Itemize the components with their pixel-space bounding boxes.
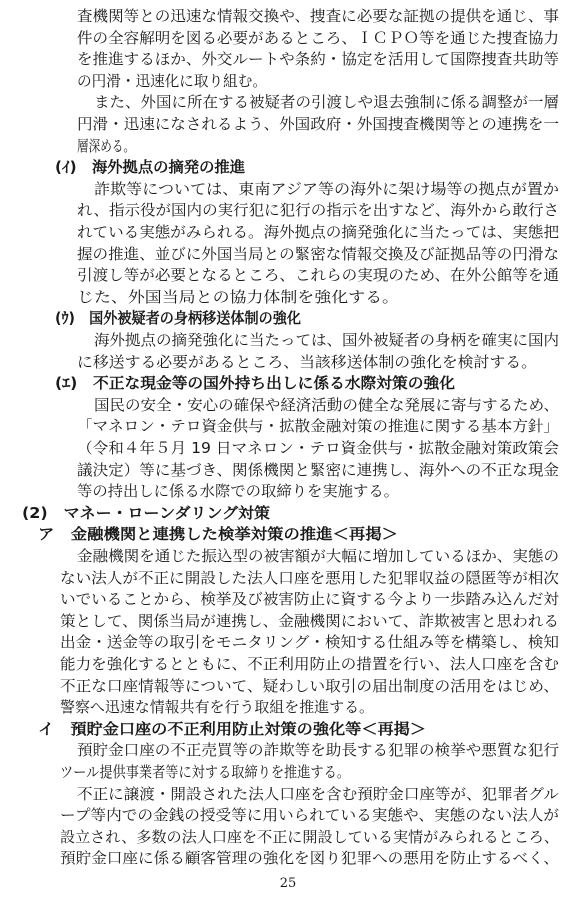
text-line: 査機関等との迅速な情報交換や、捜査に必要な証拠の提供を通じ、事	[77, 7, 559, 25]
text-line: 海外拠点の摘発強化に当たっては、国外被疑者の身柄を確実に国内	[94, 331, 559, 349]
body-text-line	[0, 631, 576, 653]
body-text-line	[0, 221, 576, 243]
body-text-line	[0, 804, 576, 826]
text-line: 引渡し等が必要となるところ、これらの実現のため、在外公館等を通	[77, 266, 559, 285]
text-line: 「マネロン・テロ資金供与・拡散金融対策の推進に関する基本方針」	[77, 417, 559, 436]
text-line: また、外国に所在する被疑者の引渡しや退去強制に係る調整が一層	[94, 93, 559, 112]
body-text-line	[0, 739, 576, 761]
body-text-line	[0, 351, 576, 373]
section-heading	[0, 156, 576, 178]
text-line: 層深める。	[77, 136, 135, 155]
text-line: 能力を強化するとともに、不正利用防止の措置を行い、法人口座を含む	[60, 655, 559, 673]
text-line: 等の持出しに係る水際での取締りを実施する。	[77, 482, 399, 501]
body-text-line	[0, 761, 576, 783]
text-line: イ 預貯金口座の不正利用防止対策の強化等＜再掲＞	[38, 719, 426, 738]
body-text-line	[0, 783, 576, 805]
text-line: 預貯金口座に係る顧客管理の強化を図り犯罪への悪用を防止するべく、	[60, 849, 559, 868]
text-line: 警察へ迅速な情報共有を行う取組を推進する。	[60, 698, 374, 717]
text-line: ツール提供事業者等に対する取締りを推進する。	[60, 763, 350, 781]
text-line: (ｳ) 国外被疑者の身柄移送体制の強化	[55, 309, 301, 328]
text-line: 握の推進、並びに外国当局との緊密な情報交換及び証拠品等の円滑な	[77, 244, 559, 263]
text-line: れ、指示役が国内の実行犯に犯行の指示を出すなど、海外から敢行さ	[77, 201, 559, 220]
body-text-line	[0, 48, 576, 70]
text-line: の円滑・迅速化に取り組む。	[77, 71, 267, 90]
section-heading	[0, 502, 576, 524]
body-text-line	[0, 545, 576, 567]
text-line: (ｴ) 不正な現金等の国外持ち出しに係る水際対策の強化	[55, 374, 455, 393]
body-text-line	[0, 91, 576, 113]
body-text-line	[0, 847, 576, 869]
text-line: に移送する必要があるところ、当該移送体制の強化を検討する。	[77, 352, 537, 371]
body-text-line	[0, 113, 576, 135]
text-line: 詐欺等については、東南アジア等の海外に架け場等の拠点が置か	[94, 179, 559, 198]
text-line: じた、外国当局との協力体制を強化する。	[77, 287, 399, 306]
body-text-line	[0, 178, 576, 200]
text-line: 不正に譲渡・開設された法人口座を含む預貯金口座等が、犯罪者グル	[77, 784, 559, 803]
text-line: (ｲ) 海外拠点の摘発の推進	[55, 158, 245, 177]
body-text-line	[0, 675, 576, 697]
text-line: れている実態がみられる。海外拠点の摘発強化に当たっては、実態把	[77, 223, 559, 241]
section-heading	[0, 307, 576, 329]
body-text-line	[0, 696, 576, 718]
text-line: 件の全容解明を図る必要があるところ、ＩＣＰＯ等を通じた捜査協力	[77, 28, 559, 47]
body-text-line	[0, 199, 576, 221]
body-text-line	[0, 243, 576, 265]
text-line: を推進するほか、外交ルートや条約・協定を活用して国際捜査共助等	[77, 50, 559, 69]
page-number: 25	[279, 876, 297, 891]
section-heading	[0, 523, 576, 545]
text-line: (2) マネー・ローンダリング対策	[22, 503, 270, 522]
body-text-line	[0, 264, 576, 286]
body-text-line	[0, 826, 576, 848]
body-text-line	[0, 480, 576, 502]
body-text-line	[0, 610, 576, 632]
text-line: 円滑・迅速になされるよう、外国政府・外国捜査機関等との連携を一	[77, 115, 559, 133]
body-text-line	[0, 437, 576, 459]
text-line: 設立され、多数の法人口座を不正に開設している実情がみられるところ、	[60, 827, 559, 846]
body-text-line	[0, 415, 576, 437]
body-text-line	[0, 135, 576, 157]
text-line: 預貯金口座の不正売買等の詐欺等を助長する犯罪の検挙や悪質な犯行	[77, 741, 559, 760]
text-line: （令和４年５月 19 日マネロン・テロ資金供与・拡散金融対策政策会	[77, 439, 559, 457]
text-line: 出金・送金等の取引をモニタリング・検知する仕組み等を構築し、検知	[60, 633, 559, 652]
body-text-line	[0, 286, 576, 308]
body-text-line	[0, 459, 576, 481]
body-text-line	[0, 653, 576, 675]
text-line: ア 金融機関と連携した検挙対策の推進＜再掲＞	[38, 525, 398, 544]
text-line: 策として、関係当局が連携し、金融機関において、詐欺被害と思われる	[60, 611, 559, 630]
body-text-line	[0, 70, 576, 92]
section-heading	[0, 718, 576, 740]
text-line: ープ等内での金銭の授受等に用いられている実態や、実態のない法人が	[60, 806, 559, 825]
text-line: 不正な口座情報等について、疑わしい取引の届出制度の活用をはじめ、	[60, 676, 559, 695]
body-text-line	[0, 588, 576, 610]
body-text-line	[0, 5, 576, 27]
text-line: 国民の安全・安心の確保や経済活動の健全な発展に寄与するため、	[94, 395, 559, 414]
text-line: 金融機関を通じた振込型の被害額が大幅に増加しているほか、実態の	[77, 547, 559, 565]
text-line: 議決定）等に基づき、関係機関と緊密に連携し、海外への不正な現金	[77, 460, 559, 479]
text-line: ない法人が不正に開設した法人口座を悪用した犯罪収益の隠匿等が相次	[60, 568, 559, 587]
body-text-line	[0, 394, 576, 416]
text-line: いでいることから、検挙及び被害防止に資する今より一歩踏み込んだ対	[60, 590, 559, 609]
section-heading	[0, 372, 576, 394]
body-text-line	[0, 329, 576, 351]
body-text-line	[0, 27, 576, 49]
body-text-line	[0, 567, 576, 589]
